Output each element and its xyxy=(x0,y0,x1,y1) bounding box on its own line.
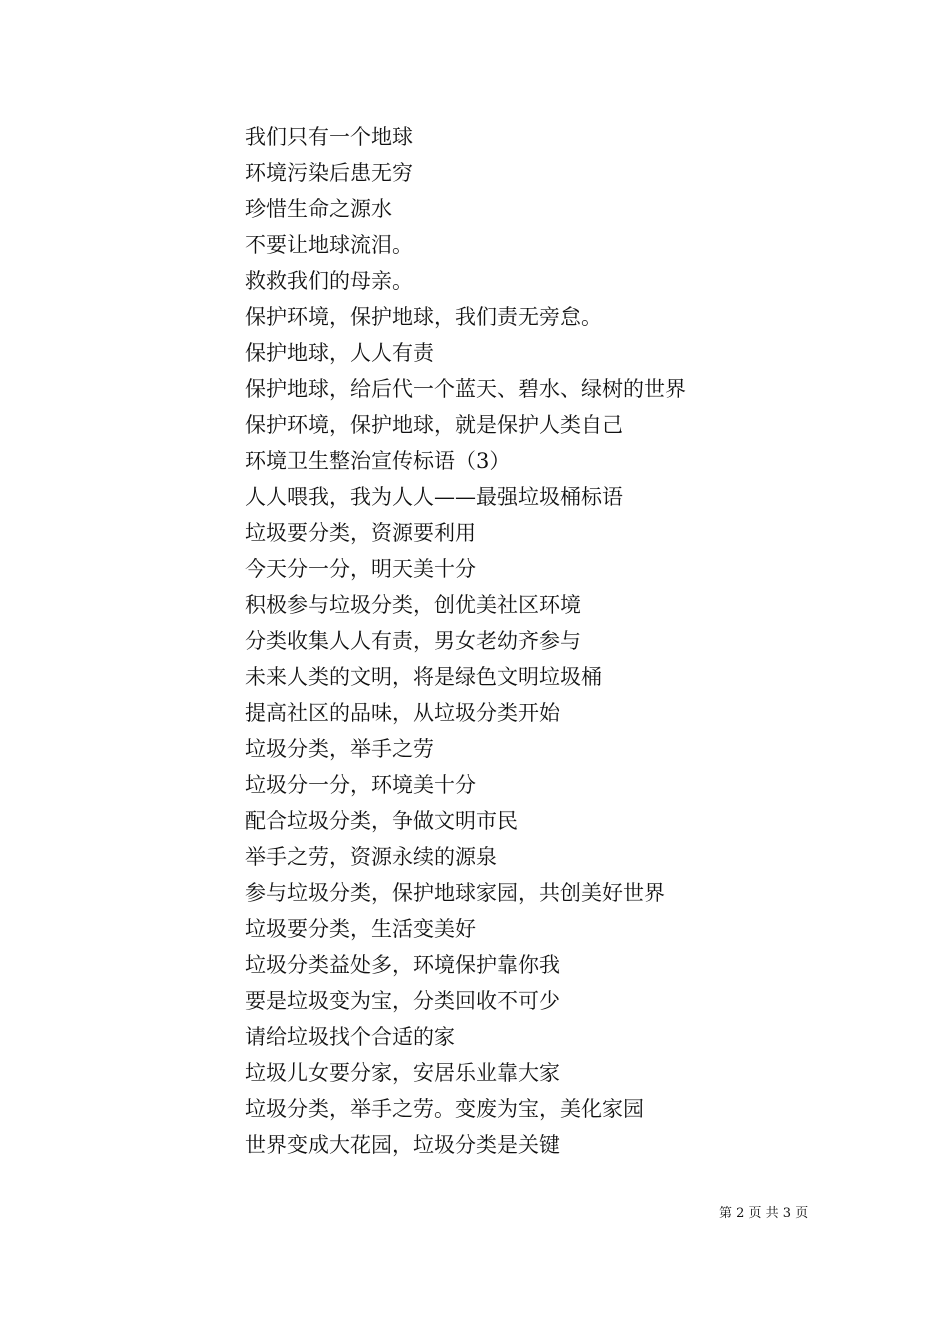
text-line: 未来人类的文明，将是绿色文明垃圾桶 xyxy=(245,665,602,689)
text-line: 分类收集人人有责，男女老幼齐参与 xyxy=(245,629,581,653)
text-line: 我们只有一个地球 xyxy=(245,125,413,149)
section-heading: 环境卫生整治宣传标语（3） xyxy=(245,449,511,473)
text-line: 珍惜生命之源水 xyxy=(245,197,392,221)
text-line: 配合垃圾分类，争做文明市民 xyxy=(245,809,518,833)
text-line: 垃圾分类，举手之劳 xyxy=(245,737,434,761)
text-line: 垃圾分类益处多，环境保护靠你我 xyxy=(245,953,560,977)
text-line: 救救我们的母亲。 xyxy=(245,269,413,293)
text-line: 提高社区的品味，从垃圾分类开始 xyxy=(245,701,560,725)
page-number-footer: 第 2 页 共 3 页 xyxy=(719,1206,809,1221)
text-line: 积极参与垃圾分类，创优美社区环境 xyxy=(245,593,581,617)
text-line: 世界变成大花园，垃圾分类是关键 xyxy=(245,1133,560,1157)
text-line: 垃圾分类，举手之劳。变废为宝，美化家园 xyxy=(245,1097,644,1121)
text-line: 保护环境，保护地球，我们责无旁怠。 xyxy=(245,305,602,329)
text-line: 垃圾要分类，生活变美好 xyxy=(245,917,476,941)
text-line: 环境污染后患无穷 xyxy=(245,161,413,185)
text-line: 举手之劳，资源永续的源泉 xyxy=(245,845,497,869)
text-line: 要是垃圾变为宝，分类回收不可少 xyxy=(245,989,560,1013)
slogan-list xyxy=(245,119,885,1163)
text-line: 今天分一分，明天美十分 xyxy=(245,557,476,581)
text-line: 垃圾分一分，环境美十分 xyxy=(245,773,476,797)
text-line: 参与垃圾分类，保护地球家园，共创美好世界 xyxy=(245,881,665,905)
text-line: 保护地球，人人有责 xyxy=(245,341,434,365)
text-line: 不要让地球流泪。 xyxy=(245,233,413,257)
text-line: 垃圾儿女要分家，安居乐业靠大家 xyxy=(245,1061,560,1085)
text-line: 请给垃圾找个合适的家 xyxy=(245,1025,455,1049)
text-line: 保护环境，保护地球，就是保护人类自己 xyxy=(245,413,623,437)
text-line: 人人喂我，我为人人——最强垃圾桶标语 xyxy=(245,485,623,509)
text-line: 保护地球，给后代一个蓝天、碧水、绿树的世界 xyxy=(245,377,686,401)
text-line: 垃圾要分类，资源要利用 xyxy=(245,521,476,545)
